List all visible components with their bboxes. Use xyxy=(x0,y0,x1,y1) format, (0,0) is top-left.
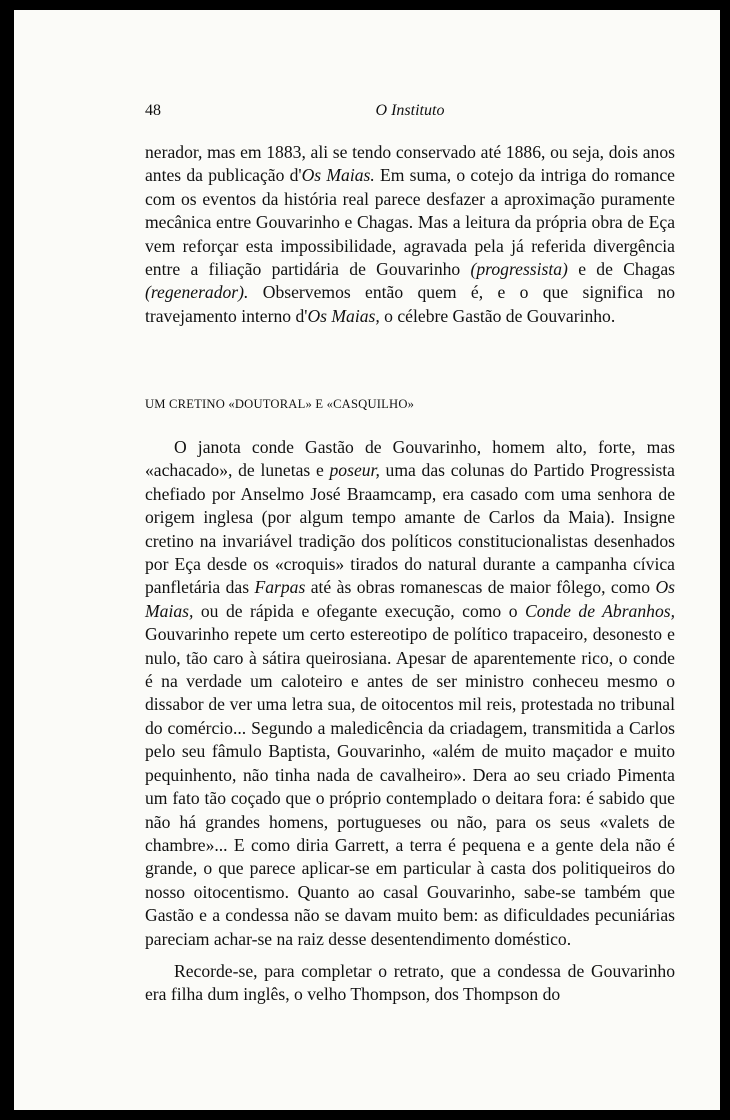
italic-title: Os Maias, xyxy=(145,577,675,621)
paragraph-recorde xyxy=(145,960,675,1007)
text-run: nerador, mas em 1883, ali se tendo conservado até 1886, ou seja, dois anos antes da publicação d' xyxy=(145,142,675,186)
italic-term: (regenerador). xyxy=(145,282,249,303)
paragraph-portrait xyxy=(145,436,675,951)
section-heading: UM CRETINO «DOUTORAL» E «CASQUILHO» xyxy=(145,397,415,411)
italic-term: poseur, xyxy=(329,460,380,481)
text-run: uma das colunas do Partido Progressista chefiado por Anselmo José Braamcamp, era casado com uma senhora de origem inglesa (por algum tempo amante de Carlos da Maia). Insigne cretino na invariável tradição dos políticos constitucionalistas desenhados por Eça desde os «croquis» tirados do natural durante a campanha cívica panfletária das xyxy=(145,460,675,598)
paragraph-continued xyxy=(145,141,675,328)
text-run: Em suma, o cotejo da intriga do romance com os eventos da história real parece desfazer a aproximação puramente mecânica entre Gouvarinho e Chagas. Mas a leitura da própria obra de Eça vem reforçar esta impossibilidade, agravada pela já referida divergência entre a filiação partidária de Gouvarinho xyxy=(145,165,675,280)
italic-title: Conde de Abranhos, xyxy=(524,600,675,621)
text-run: O janota conde Gastão de Gouvarinho, homem alto, forte, mas «achacado», de lunetas e xyxy=(145,437,675,481)
book-page xyxy=(14,10,720,1110)
page-header xyxy=(145,102,675,126)
text-run: até às obras romanescas de maior fôlego, como xyxy=(305,577,656,598)
text-run: Recorde-se, para completar o retrato, que a condessa de Gouvarinho era filha dum inglês, o velho Thompson, dos Thompson do xyxy=(145,961,675,1005)
italic-title: Os Maias, xyxy=(307,305,380,326)
italic-title: Farpas xyxy=(254,577,306,598)
page-number: 48 xyxy=(145,102,161,119)
italic-term: (progressista) xyxy=(470,259,568,280)
text-run: Observemos então quem é, e o que significa no travejamento interno d' xyxy=(145,282,675,326)
italic-title: Os Maias. xyxy=(301,165,375,186)
text-run: o célebre Gastão de Gouvarinho. xyxy=(379,305,616,326)
text-run: e de Chagas xyxy=(567,259,675,280)
running-title: O Instituto xyxy=(375,102,445,119)
text-run: ou de rápida e ofegante execução, como o xyxy=(193,600,525,621)
text-run: Gouvarinho repete um certo estereotipo de político trapaceiro, desonesto e nulo, tão caro à sátira queirosiana. Apesar de aparentemente rico, o conde é na verdade um caloteiro e antes de ser ministro conheceu mesmo o dissabor de ver uma letra sua, de oitocentos mil reis, protestada no tribunal do comércio... Segundo a maledicência da criadagem, transmitida a Carlos pelo seu fâmulo Baptista, Gouvarinho, «além de muito maçador e muito pequinhento, não tinha nada de cavalheiro». Dera ao seu criado Pimenta um fato tão coçado que o próprio contemplado o deitara fora: é sabido que não há grandes homens, portugueses ou não, para os seus «valets de chambre»... E como diria Garrett, a terra é pequena e a gente dela não é grande, o que parece aplicar-se em particular à casta dos politiqueiros do nosso oitocentismo. Quanto ao casal Gouvarinho, sabe-se também que Gastão e a condessa não se davam muito bem: as dificuldades pecuniárias pareciam achar-se na raiz desse desentendimento doméstico. xyxy=(145,624,675,949)
